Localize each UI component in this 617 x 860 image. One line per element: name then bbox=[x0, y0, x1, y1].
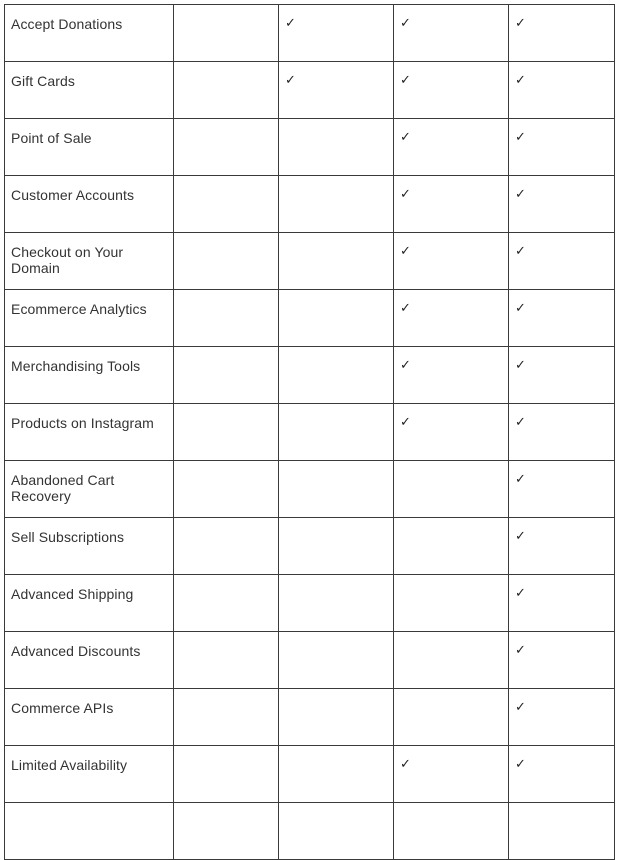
feature-name-cell: Ecommerce Analytics bbox=[5, 290, 174, 347]
empty-cell bbox=[394, 518, 509, 575]
empty-cell bbox=[279, 575, 394, 632]
feature-comparison-table bbox=[4, 4, 615, 860]
empty-cell bbox=[174, 518, 279, 575]
feature-name-cell: Abandoned Cart Recovery bbox=[5, 461, 174, 518]
empty-cell bbox=[279, 176, 394, 233]
empty-cell bbox=[394, 575, 509, 632]
empty-cell bbox=[279, 632, 394, 689]
checkmark-cell: ✓ bbox=[394, 62, 509, 119]
empty-cell bbox=[174, 233, 279, 290]
empty-cell bbox=[174, 575, 279, 632]
table-row bbox=[5, 176, 615, 233]
empty-cell bbox=[279, 119, 394, 176]
checkmark-cell: ✓ bbox=[394, 119, 509, 176]
checkmark-cell: ✓ bbox=[394, 176, 509, 233]
empty-cell bbox=[394, 632, 509, 689]
checkmark-cell: ✓ bbox=[509, 404, 615, 461]
empty-cell bbox=[174, 461, 279, 518]
table-row bbox=[5, 518, 615, 575]
table-row bbox=[5, 62, 615, 119]
empty-cell bbox=[174, 404, 279, 461]
feature-name-cell: Point of Sale bbox=[5, 119, 174, 176]
checkmark-cell: ✓ bbox=[509, 290, 615, 347]
feature-name-cell: Commerce APIs bbox=[5, 689, 174, 746]
checkmark-cell: ✓ bbox=[509, 461, 615, 518]
feature-name-cell: Advanced Shipping bbox=[5, 575, 174, 632]
feature-name-cell: Products on Instagram bbox=[5, 404, 174, 461]
empty-cell bbox=[174, 746, 279, 803]
table-row bbox=[5, 689, 615, 746]
checkmark-cell: ✓ bbox=[509, 119, 615, 176]
checkmark-cell: ✓ bbox=[279, 5, 394, 62]
feature-name-cell: Merchandising Tools bbox=[5, 347, 174, 404]
empty-cell bbox=[174, 632, 279, 689]
feature-name-cell: Advanced Discounts bbox=[5, 632, 174, 689]
empty-cell bbox=[174, 62, 279, 119]
feature-name-cell: Customer Accounts bbox=[5, 176, 174, 233]
empty-cell bbox=[174, 803, 279, 860]
empty-cell bbox=[174, 347, 279, 404]
checkmark-cell: ✓ bbox=[509, 575, 615, 632]
checkmark-cell: ✓ bbox=[509, 233, 615, 290]
table-body bbox=[5, 5, 615, 860]
checkmark-cell: ✓ bbox=[394, 290, 509, 347]
empty-cell bbox=[174, 290, 279, 347]
feature-name-cell: Sell Subscriptions bbox=[5, 518, 174, 575]
feature-name-cell: Accept Donations bbox=[5, 5, 174, 62]
empty-cell bbox=[279, 347, 394, 404]
checkmark-cell: ✓ bbox=[394, 5, 509, 62]
table-row bbox=[5, 233, 615, 290]
checkmark-cell: ✓ bbox=[279, 62, 394, 119]
empty-cell bbox=[394, 803, 509, 860]
checkmark-cell: ✓ bbox=[394, 347, 509, 404]
checkmark-cell: ✓ bbox=[509, 176, 615, 233]
empty-cell bbox=[279, 689, 394, 746]
checkmark-cell: ✓ bbox=[509, 5, 615, 62]
table-row bbox=[5, 803, 615, 860]
checkmark-cell: ✓ bbox=[509, 689, 615, 746]
checkmark-cell: ✓ bbox=[394, 233, 509, 290]
checkmark-cell: ✓ bbox=[509, 746, 615, 803]
table-row bbox=[5, 5, 615, 62]
feature-name-cell: Checkout on Your Domain bbox=[5, 233, 174, 290]
checkmark-cell: ✓ bbox=[509, 632, 615, 689]
checkmark-cell: ✓ bbox=[509, 62, 615, 119]
empty-cell bbox=[279, 803, 394, 860]
empty-cell bbox=[394, 689, 509, 746]
feature-name-cell: Gift Cards bbox=[5, 62, 174, 119]
empty-cell bbox=[279, 518, 394, 575]
empty-cell bbox=[174, 176, 279, 233]
feature-name-cell: Limited Availability bbox=[5, 746, 174, 803]
checkmark-cell: ✓ bbox=[394, 404, 509, 461]
table-row bbox=[5, 746, 615, 803]
checkmark-cell: ✓ bbox=[394, 746, 509, 803]
checkmark-cell: ✓ bbox=[509, 347, 615, 404]
empty-cell bbox=[279, 233, 394, 290]
table-row bbox=[5, 347, 615, 404]
feature-name-cell bbox=[5, 803, 174, 860]
table-row bbox=[5, 404, 615, 461]
table-row bbox=[5, 119, 615, 176]
empty-cell bbox=[174, 689, 279, 746]
table-row bbox=[5, 575, 615, 632]
table-row bbox=[5, 461, 615, 518]
table-row bbox=[5, 290, 615, 347]
empty-cell bbox=[279, 461, 394, 518]
empty-cell bbox=[174, 5, 279, 62]
empty-cell bbox=[279, 746, 394, 803]
empty-cell bbox=[509, 803, 615, 860]
empty-cell bbox=[394, 461, 509, 518]
empty-cell bbox=[174, 119, 279, 176]
empty-cell bbox=[279, 290, 394, 347]
empty-cell bbox=[279, 404, 394, 461]
table-row bbox=[5, 632, 615, 689]
checkmark-cell: ✓ bbox=[509, 518, 615, 575]
